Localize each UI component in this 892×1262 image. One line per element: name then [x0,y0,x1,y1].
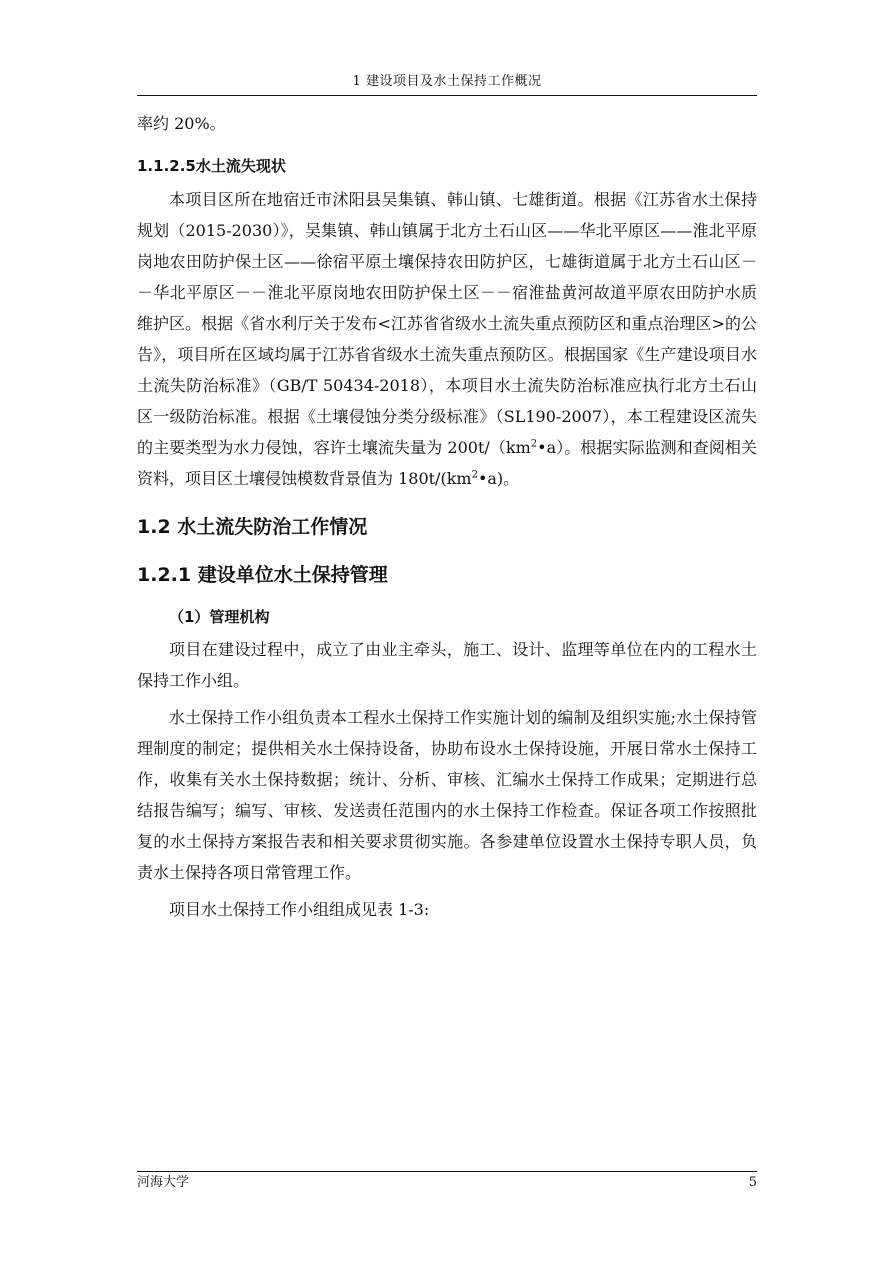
carryover-line: 率约 20%。 [137,114,226,133]
footer-rule [137,1171,757,1172]
header-rule [137,95,757,96]
paragraph-management-2: 水土保持工作小组负责本工程水土保持工作实施计划的编制及组织实施;水土保持管理制度的制定；提供相关水土保持设备，协助布设水土保持设施，开展日常水土保持工作，收集有关水土保持数据；统计、分析、审核、汇编水土保持工作成果；定期进行总结报告编写；编写、审核、发送责任范围内的水土保持工作检查。保证各项工作按照批复的水土保持方案报告表和相关要求贯彻实施。各参建单位设置水土保持专职人员，负责水土保持各项日常管理工作。 [137,708,757,882]
paragraph-management-3: 项目水土保持工作小组组成见表 1-3: [169,900,430,919]
running-header: 1 建设项目及水土保持工作概况 [352,74,542,89]
footer-institution: 河海大学 [137,1175,190,1190]
paragraph-soil-erosion-end: •a)。 [477,469,520,488]
section-heading-12: 1.2 水土流失防治工作情况 [137,516,368,538]
page-number: 5 [748,1175,757,1190]
subsection-heading-management: （1）管理机构 [169,608,270,626]
paragraph-soil-erosion-status [137,184,757,494]
superscript-two: 2 [530,438,538,450]
superscript-two: 2 [471,469,478,481]
paragraph-soil-erosion-text: 本项目区所在地宿迁市沭阳县吴集镇、韩山镇、七雄街道。根据《江苏省水土保持规划（2015-2030）》，吴集镇、韩山镇属于北方土石山区——华北平原区——淮北平原岗地农田防护保土区——徐宿平原土壤保持农田防护区，七雄街道属于北方土石山区－－华北平原区－－淮北平原岗地农田防护保土区－－宿淮盐黄河故道平原农田防护水质维护区。根据《省水利厅关于发布<江苏省省级水土流失重点预防区和重点治理区>的公告》，项目所在区域均属于江苏省省级水土流失重点预防区。根据国家《生产建设项目水土流失防治标准》（GB/T 50434-2018），本项目水土流失防治标准应执行北方土石山区一级防治标准。根据《土壤侵蚀分类分级标准》（SL190-2007），本工程建设区流失的主要类型为水力侵蚀，容许土壤流失量为 200t/（km [137,190,757,457]
page-body [137,109,757,925]
paragraph-soil-erosion-mid: •a）。根据实际监测和查阅相关资料，项目区土壤侵蚀模数背景值为 180t/(km [137,438,757,488]
section-heading-121: 1.2.1 建设单位水土保持管理 [137,564,388,586]
section-heading-1125: 1.1.2.5水土流失现状 [137,157,286,175]
paragraph-management-1: 项目在建设过程中，成立了由业主牵头，施工、设计、监理等单位在内的工程水土保持工作小组。 [137,640,757,690]
